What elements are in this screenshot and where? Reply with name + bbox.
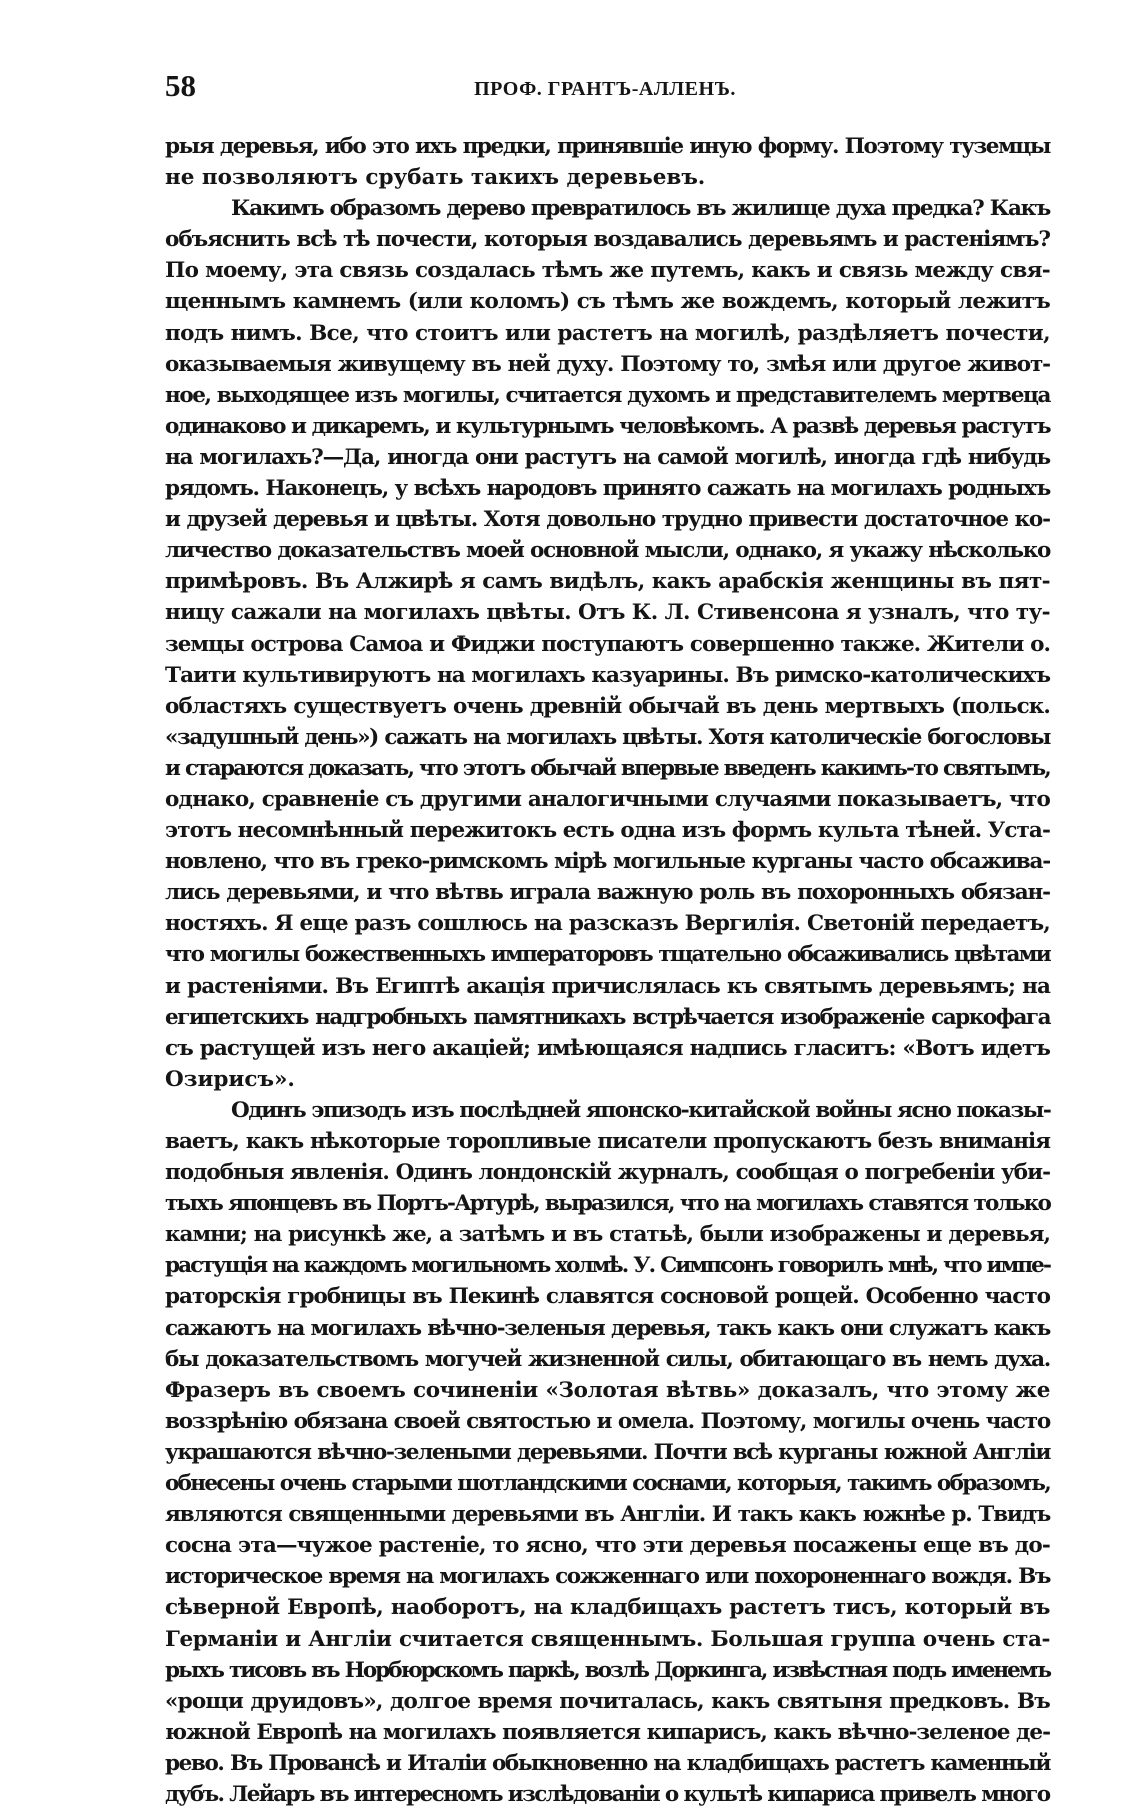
body-text bbox=[165, 131, 1050, 1810]
text-line: Какимъ образомъ дерево превратилось въ жилище духа предка? Какъ bbox=[231, 196, 1050, 222]
text-line: примѣровъ. Въ Алжирѣ я самъ видѣлъ, какъ арабскія женщины въ пят- bbox=[165, 569, 1050, 595]
text-line: рядомъ. Наконецъ, у всѣхъ народовъ принято сажать на могилахъ родныхъ bbox=[165, 476, 1050, 502]
page-number: 58 bbox=[165, 68, 196, 103]
text-line: сѣверной Европѣ, наоборотъ, на кладбищахъ растетъ тисъ, который въ bbox=[165, 1595, 1050, 1621]
text-line: лись деревьями, и что вѣтвь играла важную роль въ похоронныхъ обязан- bbox=[165, 880, 1050, 906]
text-line: щеннымъ камнемъ (или коломъ) съ тѣмъ же вождемъ, который лежитъ bbox=[165, 289, 1050, 315]
text-line: воззрѣнію обязана своей святостью и омела. Поэтому, могилы очень часто bbox=[165, 1408, 1050, 1434]
text-line: ваетъ, какъ нѣкоторые торопливые писатели пропускаютъ безъ вниманія bbox=[165, 1129, 1050, 1154]
text-line: Озирисъ». bbox=[165, 1066, 295, 1092]
text-line: бы доказательствомъ могучей жизненной силы, обитающаго въ немъ духа. bbox=[165, 1346, 1050, 1372]
text-line: дубъ. Лейаръ въ интересномъ изслѣдованіи о культѣ кипариса привелъ много bbox=[165, 1781, 1050, 1807]
text-line: рево. Въ Провансѣ и Италіи обыкновенно на кладбищахъ растетъ каменный bbox=[165, 1750, 1050, 1776]
paragraph bbox=[165, 193, 1050, 1095]
text-line: Одинъ эпизодъ изъ послѣдней японско-китайской войны ясно показы- bbox=[231, 1097, 1051, 1123]
text-line: украшаются вѣчно-зелеными деревьями. Почти всѣ курганы южной Англіи bbox=[165, 1439, 1050, 1465]
text-line: сажаютъ на могилахъ вѣчно-зеленыя деревья, такъ какъ они служатъ какъ bbox=[165, 1315, 1050, 1341]
text-line: «рощи друидовъ», долгое время почиталась, какъ святыня предковъ. Въ bbox=[165, 1688, 1050, 1714]
text-line: Германіи и Англіи считается священнымъ. Большая группа очень ста- bbox=[165, 1626, 1050, 1652]
text-line: личество доказательствъ моей основной мысли, однако, я укажу нѣсколько bbox=[165, 538, 1050, 564]
text-line: и растеніями. Въ Египтѣ акація причислялась къ святымъ деревьямъ; на bbox=[165, 973, 1050, 999]
text-line: одинаково и дикаремъ, и культурнымъ человѣкомъ. А развѣ деревья растутъ bbox=[165, 413, 1050, 439]
text-line: не позволяютъ срубать такихъ деревьевъ. bbox=[165, 165, 706, 191]
text-line: египетскихъ надгробныхъ памятникахъ встрѣчается изображеніе саркофага bbox=[165, 1004, 1050, 1030]
text-line: южной Европѣ на могилахъ появляется кипарисъ, какъ вѣчно-зеленое де- bbox=[165, 1719, 1050, 1745]
text-line: и друзей деревья и цвѣты. Хотя довольно трудно привести достаточное ко- bbox=[165, 507, 1050, 533]
text-line: обнесены очень старыми шотландскими соснами, которыя, такимъ образомъ, bbox=[165, 1471, 1050, 1497]
paragraph bbox=[165, 131, 1050, 193]
text-line: однако, сравненіе съ другими аналогичными случаями показываетъ, что bbox=[165, 786, 1051, 812]
text-line: По моему, эта связь создалась тѣмъ же путемъ, какъ и связь между свя- bbox=[165, 258, 1050, 284]
text-line: съ растущей изъ него акаціей; имѣющаяся надпись гласитъ: «Вотъ идетъ bbox=[165, 1035, 1050, 1061]
text-line: ное, выходящее изъ могилы, считается духомъ и представителемъ мертвеца bbox=[165, 382, 1050, 408]
text-line: Фразеръ въ своемъ сочиненіи «Золотая вѣтвь» доказалъ, что этому же bbox=[165, 1377, 1050, 1403]
text-line: историческое время на могилахъ сожженнаго или похороненнаго вождя. Въ bbox=[165, 1564, 1050, 1590]
text-line: земцы острова Самоа и Фиджи поступаютъ совершенно также. Жители о. bbox=[165, 631, 1050, 657]
text-line: новлено, что въ греко-римскомъ мірѣ могильные курганы часто обсажива- bbox=[165, 849, 1050, 875]
text-line: на могилахъ?—Да, иногда они растутъ на самой могилѣ, иногда гдѣ нибудь bbox=[165, 444, 1050, 470]
text-line: оказываемыя живущему въ ней духу. Поэтому то, змѣя или другое живот- bbox=[165, 351, 1050, 377]
text-line: раторскія гробницы въ Пекинѣ славятся сосновой рощей. Особенно часто bbox=[165, 1284, 1050, 1310]
text-line: и стараются доказать, что этотъ обычай впервые введенъ какимъ-то святымъ, bbox=[165, 755, 1050, 781]
text-line: что могилы божественныхъ императоровъ тщательно обсаживались цвѣтами bbox=[165, 942, 1050, 968]
text-line: областяхъ существуетъ очень древній обычай въ день мертвыхъ (польск. bbox=[165, 693, 1050, 719]
text-line: ностяхъ. Я еще разъ сошлюсь на разсказъ Вергилія. Светоній передаетъ, bbox=[165, 911, 1050, 937]
text-line: Таити культивируютъ на могилахъ казуарины. Въ римско-католическихъ bbox=[165, 662, 1051, 688]
text-line: ницу сажали на могилахъ цвѣты. Отъ К. Л. Стивенсона я узналъ, что ту- bbox=[165, 600, 1050, 626]
text-line: растущія на каждомъ могильномъ холмѣ. У. Симпсонъ говорилъ мнѣ, что импе- bbox=[165, 1253, 1050, 1279]
text-line: являются священными деревьями въ Англіи. И такъ какъ южнѣе р. Твидъ bbox=[165, 1502, 1050, 1528]
text-line: камни; на рисункѣ же, а затѣмъ и въ статьѣ, были изображены и деревья, bbox=[165, 1222, 1050, 1248]
text-line: «задушный день») сажать на могилахъ цвѣты. Хотя католическіе богословы bbox=[165, 724, 1050, 750]
text-line: объяснить всѣ тѣ почести, которыя воздавались деревьямъ и растеніямъ? bbox=[165, 227, 1050, 253]
page-header bbox=[165, 68, 1045, 108]
running-head: ПРОФ. ГРАНТЪ-АЛЛЕНЪ. bbox=[474, 78, 736, 100]
paragraph bbox=[165, 1095, 1050, 1810]
text-line: этотъ несомнѣнный пережитокъ есть одна изъ формъ культа тѣней. Уста- bbox=[165, 818, 1050, 844]
text-line: тыхъ японцевъ въ Портъ-Артурѣ, выразился, что на могилахъ ставятся только bbox=[165, 1191, 1050, 1217]
text-line: сосна эта—чужое растеніе, то ясно, что эти деревья посажены еще въ до- bbox=[165, 1533, 1050, 1559]
text-line: подобныя явленія. Одинъ лондонскій журналъ, сообщая о погребеніи уби- bbox=[165, 1160, 1050, 1186]
text-line: подъ нимъ. Все, что стоитъ или растетъ на могилѣ, раздѣляетъ почести, bbox=[165, 320, 1050, 346]
text-line: рыхъ тисовъ въ Норбюрскомъ паркѣ, возлѣ Доркинга, извѣстная подъ именемъ bbox=[165, 1657, 1050, 1683]
text-line: рыя деревья, ибо это ихъ предки, принявшіе иную форму. Поэтому туземцы bbox=[165, 134, 1050, 159]
